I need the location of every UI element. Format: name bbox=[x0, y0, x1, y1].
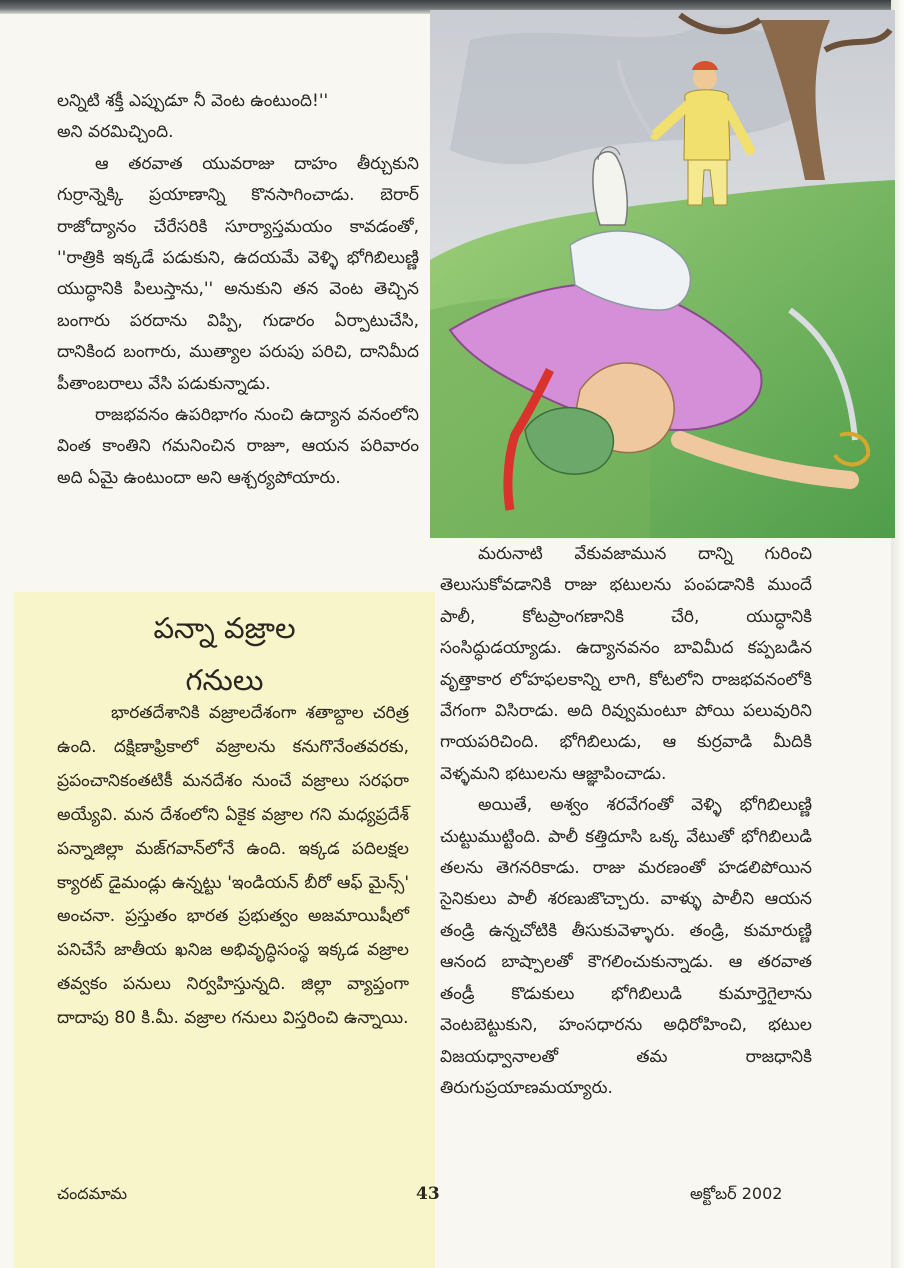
footer-magazine-name: చందమామ bbox=[57, 1184, 128, 1203]
story-paragraph: లన్నిటి శక్తీ ఎప్పుడూ నీ వెంట ఉంటుంది!'' అని వరమిచ్చింది. bbox=[57, 91, 329, 143]
right-column bbox=[440, 539, 812, 1104]
page-number: 43 bbox=[416, 1184, 440, 1204]
story-paragraph: రాజభవనం ఉపరిభాగం నుంచి ఉద్యాన వనంలోని వింత కాంతిని గమనించిన రాజూ, ఆయన పరివారం అది ఏమై ఉంటుందా అని ఆశ్చర్యపోయారు. bbox=[57, 405, 419, 488]
story-paragraph: మరునాటి వేకువజామున దాన్ని గురించి తెలుసుకోవడానికి రాజు భటులను పంపడానికి ముందే పాలీ, కోటప్రాంగణానికి చేరి, యుద్ధానికి సంసిద్ధుడయ్యాడు. ఉద్యానవనం బావిమీద కప్పబడిన వృత్తాకార లోహఫలకాన్ని లాగి, కోటలోని రాజభవనంలోకి వేగంగా విసిరాడు. అది రివ్వుమంటూ పోయి పలువురిని గాయపరిచింది. భోగిబిలుడు, ఆ కుర్రవాడి మీదికి వెళ్ళమని భటులను ఆజ్ఞాపించాడు. bbox=[440, 544, 812, 784]
footer-issue-date: అక్టోబర్ 2002 bbox=[690, 1184, 783, 1203]
battle-scene-image bbox=[430, 10, 895, 538]
story-paragraph: అయితే, అశ్వం శరవేగంతో వెళ్ళి భోగిబిలుణ్ణి చుట్టుముట్టింది. పాలీ కత్తిదూసి ఒక్క వేటుతో భోగిబిలుడి తలను తెగనరికాడు. రాజు మరణంతో హడలిపోయిన సైనికులు పాలీ శరణుజొచ్చారు. వాళ్ళు పాలీని ఆయన తండ్రి ఉన్నచోటికి తీసుకువెళ్ళారు. తండ్రి, కుమారుణ్ణి ఆనంద బాష్పాలతో కౌగలించుకున్నాడు. ఆ తరవాత తండ్రీ కొడుకులు భోగిబిలుడి కుమార్తెగైలాను వెంటబెట్టుకుని, హంసధారను అధిరోహించి, భటుల విజయధ్వానాలతో తమ రాజధానికి తిరుగుప్రయాణమయ్యారు. bbox=[440, 795, 812, 1098]
story-paragraph: ఆ తరవాత యువరాజు దాహం తీర్చుకుని గుర్రాన్నెక్కి ప్రయాణాన్ని కొనసాగించాడు. బెరార్ రాజోద్యానం చేరేసరికి సూర్యాస్తమయం కావడంతో, ''రాత్రికి ఇక్కడే పడుకుని, ఉదయమే వెళ్ళి భోగిబిలుణ్ణి యుద్ధానికి పిలుస్తాను,'' అనుకుని తన వెంట తెచ్చిన బంగారు పరదాను విప్పి, గుడారం ఏర్పాటుచేసి, దానికింద బంగారు, ముత్యాల పరుపు పరిచి, దానిమీద పీతాంబరాలు వేసి పడుకున్నాడు. bbox=[57, 153, 419, 394]
story-illustration bbox=[430, 10, 895, 538]
left-column bbox=[57, 86, 419, 494]
sidebar-body: భారతదేశానికి వజ్రాలదేశంగా శతాబ్దాల చరిత్ర ఉంది. దక్షిణాఫ్రికాలో వజ్రాలను కనుగొనేంతవరకు, ప్రపంచానికంతటికీ మనదేశం నుంచే వజ్రాలు సరఫరా అయ్యేవి. మన దేశంలోని ఏకైక వజ్రాల గని మధ్యప్రదేశ్ పన్నాజిల్లా మజ్‌గవాన్‌లోనే ఉంది. ఇక్కడ పదిలక్షల క్యారట్ డైమండ్లు ఉన్నట్టు 'ఇండియన్ బీరో ఆఫ్ మైన్స్' అంచనా. ప్రస్తుతం భారత ప్రభుత్వం అజమాయిషీలో పనిచేసే జాతీయ ఖనిజ అభివృద్ధిసంస్థ ఇక్కడ వజ్రాల తవ్వకం పనులు నిర్వహిస్తున్నది. జిల్లా వ్యాప్తంగా దాదాపు 80 కి.మీ. వజ్రాల గనులు విస్తరించి ఉన్నాయి. bbox=[57, 703, 409, 1029]
sidebar-title bbox=[14, 602, 435, 706]
info-sidebar-box bbox=[14, 592, 435, 1268]
sidebar-title-line: పన్నా వజ్రాల bbox=[153, 611, 296, 645]
sidebar-title-line: గనులు bbox=[185, 663, 264, 697]
